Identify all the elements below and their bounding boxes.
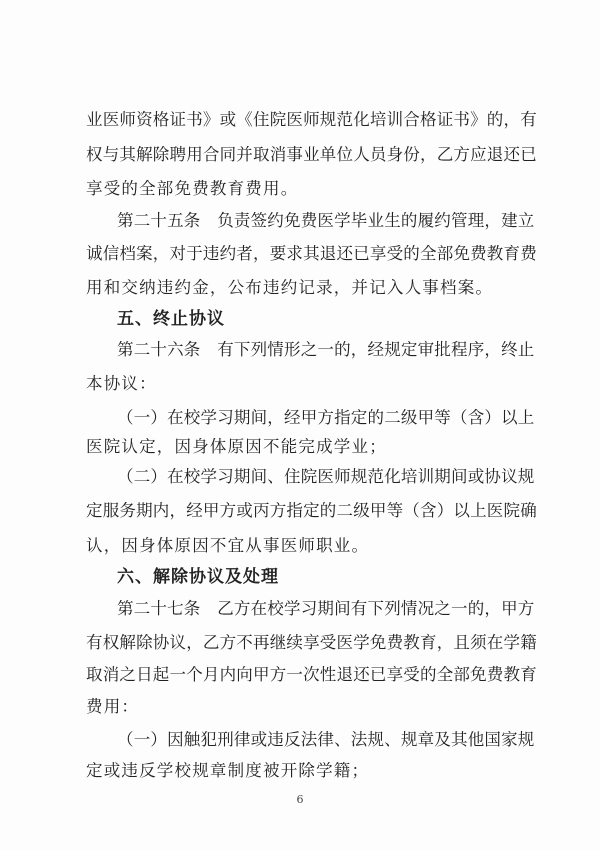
text-line: 用和交纳违约金，公布违约记录，并记入人事档案。 — [86, 278, 494, 297]
section-heading-6: 六、解除协议及处理 — [117, 567, 279, 587]
text-line: 取消之日起一个月内向甲方一次性退还已享受的全部免费教育 — [86, 665, 537, 684]
section-heading-5: 五、终止协议 — [117, 309, 225, 329]
article-27-line: 第二十七条 乙方在校学习期间有下列情况之一的，甲方 — [117, 599, 535, 618]
text-line: 业医师资格证书》或《住院医师规范化培训合格证书》的，有 — [86, 110, 537, 129]
article-25-line: 第二十五条 负责签约免费医学毕业生的履约管理，建立 — [117, 211, 535, 230]
article-26-line: 第二十六条 有下列情形之一的，经规定审批程序，终止 — [117, 340, 535, 359]
clause-line: （二）在校学习期间、住院医师规范化培训期间或协议规 — [117, 467, 535, 486]
text-line: 有权解除协议，乙方不再继续享受医学免费教育，且须在学籍 — [86, 633, 537, 652]
text-line: 费用： — [86, 697, 140, 716]
text-line: 享受的全部免费教育费用。 — [86, 179, 299, 198]
text-line: 诚信档案，对于违约者，要求其退还已享受的全部免费教育费 — [86, 244, 537, 263]
clause-line: （一）因触犯刑律或违反法律、法规、规章及其他国家规 — [117, 730, 535, 749]
text-line: 定或违反学校规章制度被开除学籍； — [86, 761, 370, 780]
text-line: 权与其解除聘用合同并取消事业单位人员身份，乙方应退还已 — [86, 145, 537, 164]
text-line: 本协议： — [86, 374, 157, 393]
clause-line: （一）在校学习期间，经甲方指定的二级甲等（含）以上 — [117, 408, 535, 427]
text-line: 医院认定，因身体原因不能完成学业； — [86, 437, 387, 456]
text-line: 认，因身体原因不宜从事医师职业。 — [86, 536, 370, 555]
page-number: 6 — [296, 793, 304, 806]
text-line: 定服务期内，经甲方或丙方指定的二级甲等（含）以上医院确 — [86, 501, 537, 520]
